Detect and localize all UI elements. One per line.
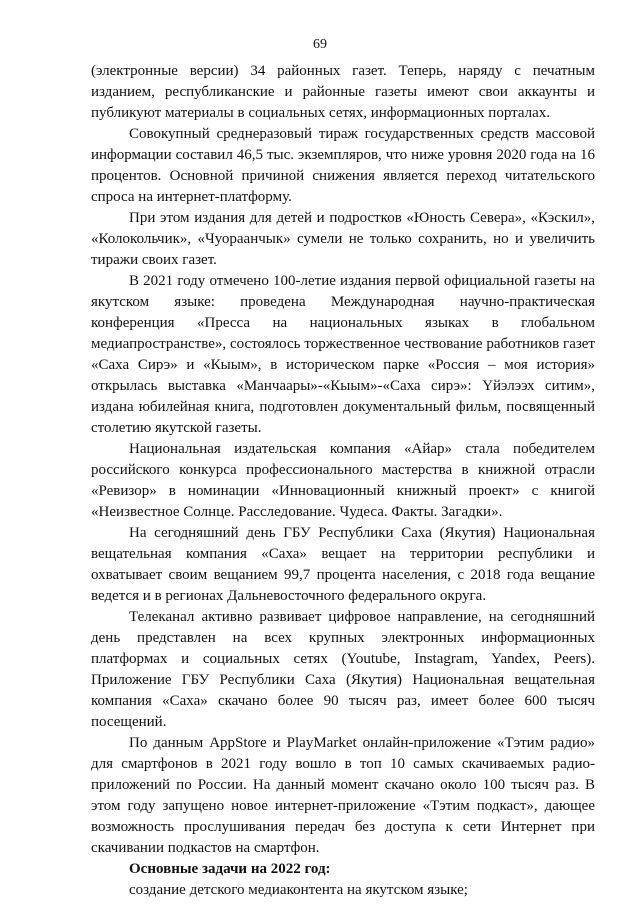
paragraph-children-editions: При этом издания для детей и подростков «Юность Севера», «Кэскил», «Колокольчик», «Чуораанчык» сумели не только сохранить, но и увеличить тиражи своих газет. [91, 210, 595, 268]
page-number: 69 [313, 37, 327, 52]
page-body [91, 61, 595, 901]
paragraph-continuation: (электронные версии) 34 районных газет. Теперь, наряду с печатным изданием, республиканские и районные газеты имеют свои аккаунты и публикуют материалы в социальных сетях, информационных порталах. [91, 63, 595, 121]
paragraph-newspaper-centenary: В 2021 году отмечено 100-летие издания первой официальной газеты на якутском языке: проведена Международная научно-практическая конференция «Пресса на национальных языках в глобальном медиапространстве», состоялось торжественное чествование работников газет «Саха Сирэ» и «Кыым», в историческом парке «Россия – моя история» открылась выставка «Манчаары»-«Кыым»-«Саха сирэ»: Үйэлээх ситим», издана юбилейная книга, подготовлен документальный фильм, посвященный столетию якутской газеты. [91, 273, 595, 436]
paragraph-tetim-radio: По данным AppStore и PlayMarket онлайн-приложение «Тэтим радио» для смартфонов в 2021 году вошло в топ 10 самых скачиваемых радио-приложений по России. На данный момент скачано около 100 тысяч раз. В этом году запущено новое интернет-приложение «Тэтим подкаст», дающее возможность прослушивания передач без доступа к сети Интернет при скачивании подкастов на смартфон. [91, 735, 595, 856]
paragraph-circulation: Совокупный среднеразовый тираж государственных средств массовой информации составил 46,5 тыс. экземпляров, что ниже уровня 2020 года на 16 процентов. Основной причиной снижения является переход читательского спроса на интернет-платформу. [91, 126, 595, 205]
section-heading-tasks: Основные задачи на 2022 год: [129, 861, 331, 877]
paragraph-broadcasting-coverage: На сегодняшний день ГБУ Республики Саха (Якутия) Национальная вещательная компания «Саха» вещает на территории республики и охватывает своим вещанием 99,7 процента населения, с 2018 года вещание ведется и в регионах Дальневосточного федерального округа. [91, 525, 595, 604]
paragraph-tv-digital: Телеканал активно развивает цифровое направление, на сегодняшний день представлен на всех крупных электронных информационных платформах и социальных сетях (Youtube, Instagram, Yandex, Peers). Приложение ГБУ Республики Саха (Якутия) Национальная вещательная компания «Саха» скачано более 90 тысяч раз, имеет более 600 тысяч посещений. [91, 609, 595, 730]
paragraph-ayar-publisher: Национальная издательская компания «Айар» стала победителем российского конкурса профессионального мастерства в книжной отрасли «Ревизор» в номинации «Инновационный книжный проект» с книгой «Неизвестное Солнце. Расследование. Чудеса. Факты. Загадки». [91, 441, 595, 520]
task-item: создание детского медиаконтента на якутском языке; [129, 882, 468, 898]
